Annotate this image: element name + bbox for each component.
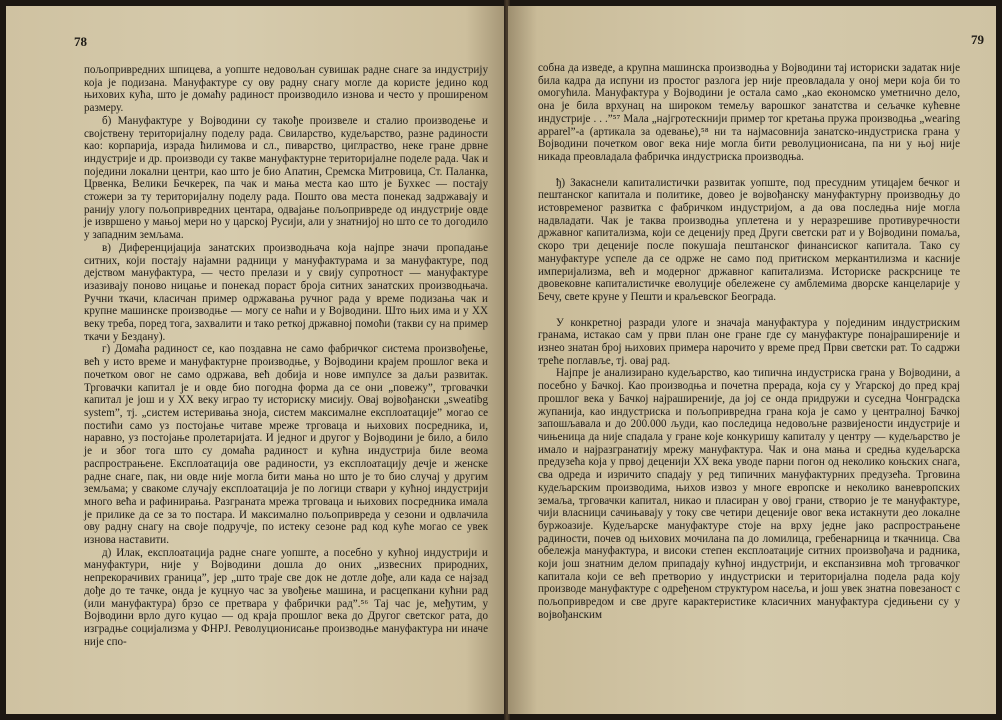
page-text (84, 64, 488, 648)
paragraph: г) Домаћа радиност се, као поздавна не само фабричког система произвођење, већ у исто време и мануфактурне производње, у Војводини крајем прошлог века и почетком овог не само одржава, већ добија и нове импулсе за даљи развитак. Трговачки капитал је и овде био погодна форма да се они „повежу”, трговачки капитал је још и у XX веку играо ту историску мисију. Овај војвођански „sweatibg system”, тј. „систем истеривања зноја, систем максималне експлоатације” могао се постићи само уз постојање читаве мреже трговаца и њихових посредника, и, наравно, уз постојање пролетаријата. И једног и другог у Војводини је било, а било је и због тога што су домаћа радиност и кућна индустрија биле веома распрострањене. Експлоатација ове радиности, уз експлоатацију дечје и женске радне снаге, пак, ни овде није могла бити мања но што је то био случај у другим земљама; у свакоме случају експлоатација је по логици ствари у кућној индустрији много већа и рафинирања. Разграната мрежа трговаца и њихових посредника имала је прилике да се за то постара. И максимално пољопривреда у сезони и одвлачила ову радну снагу на своје подручје, по истеку сезоне рад код куће могао се увек изнова наставити. (84, 343, 488, 547)
paragraph: собна да изведе, а крупна машинска производња у Војводини тај историски задатак није била кадра да испуни из простог разлога јер није преовладала у оној мери која би то омогућила. Мануфактура у Војводини је остала само „као економско уметнично дело, она је била врхунац на широком темељу варошког занатства и сељачке кућевне индустрије . . .”⁵⁷ Мала „најгротескнији пример тог кретања пружа производња „wearing apparel”-а (артикала за одевање),⁵⁸ ни та најмасовнија занатско-индустриска грана у Војводини почетком овог века није могла бити револуционисана, па ни у њој није никада преовладала фабричка индустриска производња. (538, 62, 960, 163)
paragraph: Најпре је анализирано кудељарство, као типична индустриска грана у Војводини, а посебно у Бачкој. Као производња и почетна прерада, која су у Угарској до пред крај прошлог века у Бачкој најраширеније, да јој се онда придружи и суседна Чонградска жупанија, као индустриска и пољопривредна грана која је само у централној Бачкој запошљавала и до 200.000 људи, као последица недовољне развијености индустрије и чињеница да није спадала у гране које конкуришу капиталу у центру — кудељарство је имало и најразгранатију мрежу мануфактура. Чак и она мања и средња кудељарска предузећа која у првој деценији XX века уводе парни погон од неколико коњских снага, сва одреда и изричито спадају у ред типичних мануфактурних предузећа. Трговина кудељарским производима, њихов извоз у многе европске и неколико ваневропских земаља, трговачки капитал, никао и пласиран у овој грани, створио је те мануфактуре, чији власници сачињавају у току све четири деценије овог века истакнути део локалне буржоазије. Кудељарске мануфактуре стоје на врху једне јако распрострањене радиности, почев од њихових мочилана па до ломилица, гребенарница и ткачница. Сва обележја мануфактура, и високи степен експлоатације ситних произвођача и радника, који још знатним делом припадају кућној индустрији, и експанзивна моћ трговачког капитала који се већ претворио у индустриски и територијална подела рада коју производе мануфактуре с одређеном структуром насеља, и још увек знатна повезаност с пољопривредом и све друге карактеристике класичних мануфактура сједињени су у војвођанским (538, 367, 960, 621)
left-page (6, 6, 506, 714)
paragraph: пољопривредних шпицева, а уопште недовољан сувишак радне снаге за индустрију која је подизана. Мануфактуре су ову радну снагу могле да користе једино код њихових кућа, што је домаћу радиност производило изнова и често у проширеном размеру. (84, 64, 488, 115)
paragraph: б) Мануфактуре у Војводини су такође произвеле и сталио производење и својствену територијалну поделу рада. Свиларство, кудељарство, разне радиности као: корпарија, израда ћилимова и сл., пиварство, циглраство, неке гране дрвне индустрије и др. производи су такве мануфактурне територијалне поделе рада. Чак и поједини локални центри, као што је био Апатин, Сремска Митровица, Ст. Паланка, Црвенка, Велики Бечкерек, па чак и мања места као што је Бухкес — постају стожери за ту територијалну поделу рада. Пошто ова места понекад задржавају и ранију улогу пољопривредних центара, одвајање пољопривреде од индустрије овде је извршено у мањој мери но у царској Русији, али у знатнијој но што се то догодило у западним земљама. (84, 114, 488, 242)
paragraph: У конкретној разради улоге и значаја мануфактура у појединим индустриским гранама, истакао сам у први план оне гране где су мануфактуре понајраширеније и изнео знатан број њихових примера нарочито у време пред Први светски рат. То садржи треће поглавље, тј. овај рад. (538, 316, 960, 367)
right-page (508, 6, 996, 714)
paragraph: ђ) Закаснели капиталистички развитак уопште, под пресудним утицајем бечког и пештанског капитала и политике, довео је војвођанску мануфактурну производњу до истовременог развитка с фабричком индустријом, а да ова последња није могла надвладати. Чак је таква производња уплетена и у неразрешиве противуречности државног капитализма, који се деценију пред Други светски рат и у Војводини помаља, скоро три деценије после покушаја пештанског финансиског капитала. Тако су мануфактуре успеле да се одрже не само под притиском меркантилизма и касније империјализма, већ и модерног државног капитализма. Историске раскрснице те двовековне капиталистичке еволуције обележене су амблемима дворске канцеларије у Бечу, свете круне у Пешти и краљевског Београда. (538, 176, 960, 303)
page-text (538, 62, 960, 622)
page-number: 79 (971, 32, 984, 47)
paragraph: в) Диференцијација занатских производњача која најпре значи пропадање ситних, који постају најамни радници у мануфактурама и за мануфактуре, под дејством мануфактура, — често прелази и у свију супротност — мануфактуре изазивају поново ницање и понекад пораст броја ситних занатских производњача. Ручни ткачи, класичан пример одржавања ручног рада у време подизања чак и крупне машинске производње — могу се наћи и у Војводини. Што њих има и у XX веку треба, поред тога, захвалити и тако реткој државној помоћи (такви су на пример ткачи у Бездану). (84, 241, 488, 343)
paragraph: д) Илак, експлоатација радне снаге уопште, а посебно у кућној индустрији и мануфактури, није у Војводини дошла до оних „извесних природних, непрекорачивих граница”, јер „што траје све док не дотле дође, али када се најзад дође до те тачке, онда је куцнуо час за увођење машина, и расцепкани кућни рад (или мануфактура) брзо се претвара у фабрички рад”.⁵⁶ Тај час је, међутим, у Војводини врло дуго куцао — од краја прошлог века до Другог светског рата, до изградње социјализма у ФНРЈ. Револуционисање производње мануфактура ни иначе није спо- (84, 546, 488, 648)
page-number: 78 (74, 34, 87, 49)
